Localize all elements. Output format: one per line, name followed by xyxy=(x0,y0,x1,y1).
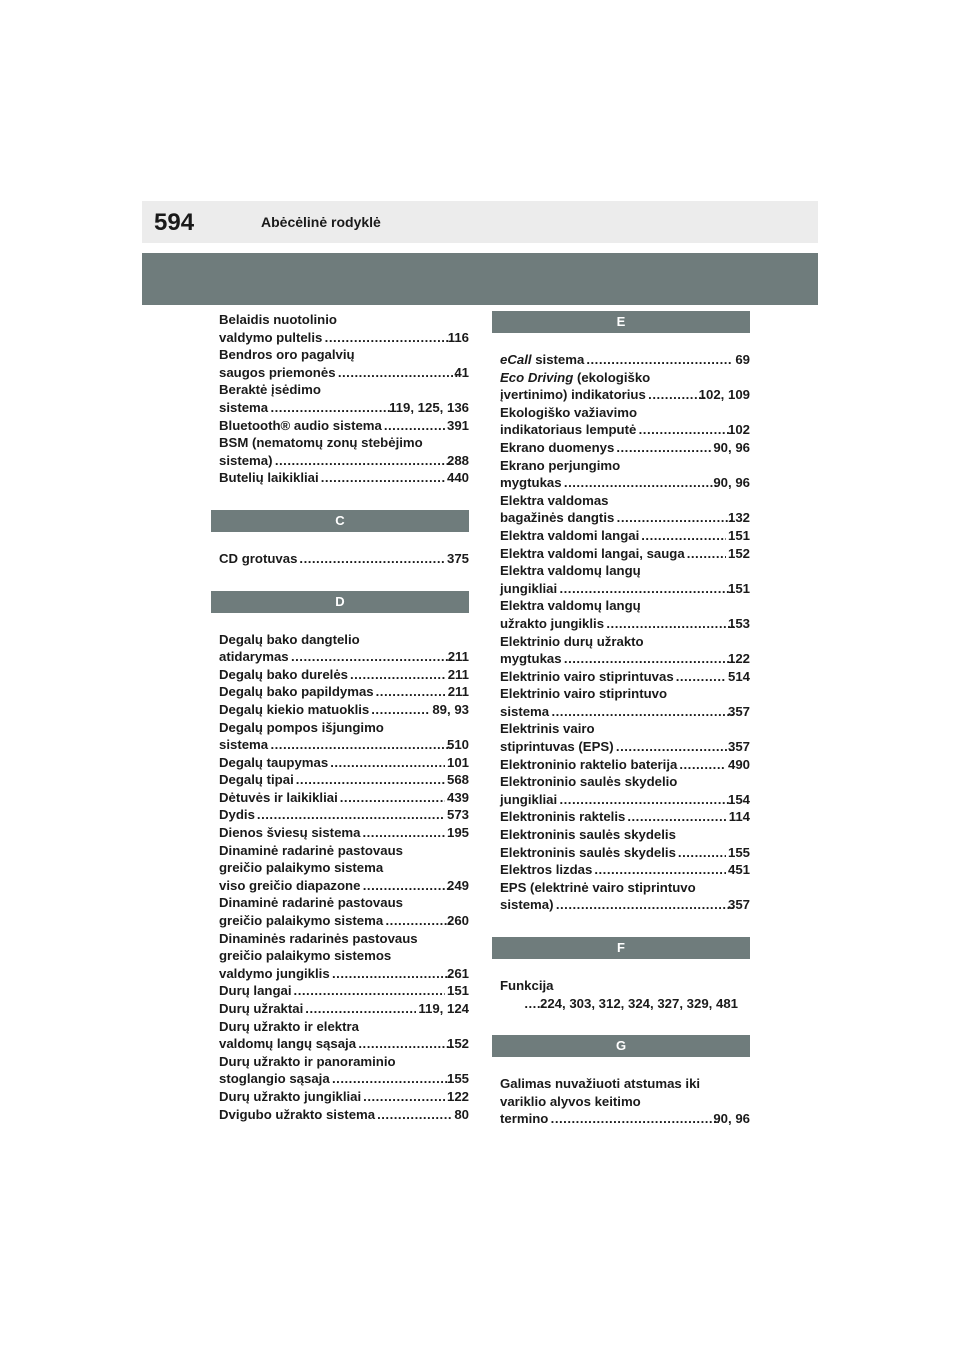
entry-leader-line xyxy=(500,861,750,879)
index-entry xyxy=(492,457,750,492)
entry-text: Elektra valdomi langai, sauga xyxy=(500,545,685,561)
entry-leader-line xyxy=(219,1106,469,1124)
entry-leader-line xyxy=(500,474,750,492)
page-reference: 152 xyxy=(727,545,750,561)
index-entry xyxy=(492,756,750,774)
page-header xyxy=(142,201,818,243)
header-band xyxy=(142,253,818,305)
index-entry xyxy=(211,1088,469,1106)
entry-text: jungikliai xyxy=(500,791,558,807)
entry-text: Degalų bako durelės xyxy=(219,666,348,682)
index-entry xyxy=(211,631,469,666)
entry-text xyxy=(500,351,584,369)
entry-line: BSM (nematomų zonų stebėjimo xyxy=(219,435,423,451)
entry-line: Elektrinis vairo xyxy=(500,721,595,737)
entry-line: Elektrinio durų užrakto xyxy=(500,633,644,649)
entry-leader-line xyxy=(219,965,469,983)
dot-leader xyxy=(330,754,445,772)
entry-line: Ekrano perjungimo xyxy=(500,457,621,473)
entry-text: Dėtuvės ir laikikliai xyxy=(219,789,338,805)
entry-line: Degalų pompos išjungimo xyxy=(219,719,384,735)
index-entry xyxy=(492,773,750,808)
dot-leader xyxy=(324,329,453,347)
index-entry xyxy=(211,666,469,684)
page-reference: 155 xyxy=(727,844,750,860)
page-reference: 195 xyxy=(446,825,469,841)
entry-leader-line xyxy=(500,703,750,721)
index-entry xyxy=(492,545,750,563)
entry-leader-line xyxy=(219,771,469,789)
index-entry xyxy=(492,369,750,404)
entry-line: Galimas nuvažiuoti atstumas iki xyxy=(500,1076,701,1092)
entry-text: įvertinimo) indikatorius xyxy=(500,387,646,403)
entry-leader-line xyxy=(219,982,469,1000)
dot-leader xyxy=(627,808,726,826)
index-entry xyxy=(492,685,750,720)
page-number: 594 xyxy=(154,209,195,236)
entry-text: jungikliai xyxy=(500,580,558,596)
entry-line: variklio alyvos keitimo xyxy=(500,1093,641,1109)
page-reference: 119, 124 xyxy=(418,1001,469,1016)
entry-leader-line xyxy=(500,995,750,1013)
entry-text: Butelių laikikliai xyxy=(219,470,319,486)
entry-text: viso greičio diapazone xyxy=(219,877,361,893)
index-entry xyxy=(492,1075,750,1128)
index-entry xyxy=(211,894,469,929)
page-reference: 211 xyxy=(447,684,469,700)
dot-leader xyxy=(616,738,734,756)
index-entry xyxy=(492,404,750,439)
index-entry xyxy=(211,1106,469,1124)
entry-leader-line xyxy=(500,668,750,686)
page-reference: 357 xyxy=(727,897,750,913)
index-entry xyxy=(211,930,469,983)
entry-line: Dinaminė radarinė pastovaus xyxy=(219,842,403,858)
entry-text: Degalų bako papildymas xyxy=(219,684,374,700)
entry-leader-line xyxy=(219,550,469,568)
page-reference: 391 xyxy=(446,417,469,433)
page-reference: 116 xyxy=(447,329,469,345)
section-letter-bar: F xyxy=(492,937,750,959)
entry-line: Elektra valdomas xyxy=(500,492,609,508)
entry-text: sistema xyxy=(500,703,550,719)
dot-leader xyxy=(641,527,726,545)
index-entry xyxy=(492,977,750,1012)
page-reference: 357 xyxy=(727,739,750,755)
entry-leader-line xyxy=(219,364,469,382)
entry-line: Beraktė įsėdimo xyxy=(219,382,321,398)
entry-text: greičio palaikymo sistema xyxy=(219,913,384,929)
index-entry xyxy=(211,719,469,754)
dot-leader xyxy=(687,545,726,563)
index-entry xyxy=(492,633,750,668)
dot-leader xyxy=(332,965,453,983)
entry-line: Dinaminės radarinės pastovaus xyxy=(219,930,418,946)
index-entry xyxy=(211,311,469,346)
entry-line: Elektroninio saulės skydelio xyxy=(500,774,678,790)
dot-leader xyxy=(299,550,445,568)
index-entry xyxy=(211,434,469,469)
index-entry xyxy=(211,1000,469,1018)
page-reference: 375 xyxy=(446,550,469,566)
dot-leader xyxy=(384,417,445,435)
entry-text: Dydis xyxy=(219,807,255,823)
dot-leader xyxy=(638,421,734,439)
entry-text: Elektroninis saulės skydelis xyxy=(500,844,676,860)
page-reference: 249 xyxy=(446,877,469,893)
index-entry xyxy=(492,844,750,862)
entry-text: Durų užraktai xyxy=(219,1001,304,1016)
page-reference: 69 xyxy=(735,352,750,367)
entry-line: Ekologiško važiavimo xyxy=(500,404,638,420)
entry-line: Dinaminė radarinė pastovaus xyxy=(219,895,403,911)
entry-leader-line xyxy=(219,1070,469,1088)
page-reference: 114 xyxy=(728,809,750,825)
page-reference: 102 xyxy=(727,422,750,438)
page-reference: 261 xyxy=(446,965,469,981)
dot-leader xyxy=(377,1106,452,1124)
entry-text: stiprintuvas (EPS) xyxy=(500,739,614,755)
entry-leader-line xyxy=(219,1088,469,1106)
page-reference: 152 xyxy=(446,1036,469,1052)
entry-leader-line xyxy=(500,808,750,826)
page-reference: 41 xyxy=(454,364,469,380)
entry-text: Elektroninio raktelio baterija xyxy=(500,756,678,772)
index-column-left xyxy=(211,311,469,1123)
page-reference: 154 xyxy=(727,791,750,807)
index-entry xyxy=(492,439,750,457)
entry-leader-line xyxy=(500,439,750,457)
page-reference: 90, 96 xyxy=(713,475,750,491)
entry-leader-line xyxy=(219,736,469,754)
section-letter-bar: D xyxy=(211,591,469,613)
page-reference: 153 xyxy=(727,615,750,631)
entry-line: Belaidis nuotolinio xyxy=(219,312,337,327)
entry-text: Dvigubo užrakto sistema xyxy=(219,1106,376,1122)
dot-leader xyxy=(371,701,430,719)
entry-text: valdymo pultelis xyxy=(219,329,323,345)
entry-text: termino xyxy=(500,1111,549,1127)
entry-leader-line xyxy=(500,1110,750,1128)
entry-leader-line xyxy=(219,877,469,895)
entry-leader-line xyxy=(219,648,469,666)
entry-text: bagažinės dangtis xyxy=(500,510,615,526)
entry-text: Durų užrakto jungikliai xyxy=(219,1088,362,1104)
entry-leader-line xyxy=(500,615,750,633)
entry-text: Elektros lizdas xyxy=(500,862,593,878)
entry-leader-line xyxy=(219,789,469,807)
dot-leader xyxy=(270,399,395,417)
entry-text: Elektra valdomi langai xyxy=(500,527,640,543)
dot-leader xyxy=(616,439,711,457)
page-reference: 573 xyxy=(446,807,469,823)
dot-leader xyxy=(648,386,705,404)
entry-text: Bluetooth® audio sistema xyxy=(219,417,382,433)
page-reference: 90, 96 xyxy=(713,439,750,455)
entry-line: Durų užrakto ir panoraminio xyxy=(219,1053,396,1069)
entry-line: greičio palaikymo sistema xyxy=(219,860,384,876)
entry-line: greičio palaikymo sistemos xyxy=(219,948,392,964)
dot-leader xyxy=(551,703,734,721)
index-entry xyxy=(211,683,469,701)
entry-text: sistema xyxy=(219,737,269,753)
index-entry xyxy=(211,982,469,1000)
index-entry xyxy=(211,771,469,789)
entry-line: EPS (elektrinė vairo stiprintuvo xyxy=(500,879,696,895)
entry-text: Degalų kiekio matuoklis xyxy=(219,701,370,717)
page-reference: 288 xyxy=(446,452,469,468)
entry-line: Funkcija xyxy=(500,978,554,993)
entry-text: mygtukas xyxy=(500,651,562,667)
dot-leader xyxy=(616,509,734,527)
dot-leader xyxy=(305,1000,416,1018)
page-reference: 122 xyxy=(727,651,750,667)
entry-text: CD grotuvas xyxy=(219,550,298,566)
index-entry xyxy=(492,527,750,545)
page-reference: 102, 109 xyxy=(698,387,750,403)
entry-line: Elektra valdomų langų xyxy=(500,598,641,614)
dot-leader xyxy=(556,896,734,914)
section-letter-bar: C xyxy=(211,510,469,532)
entry-leader-line xyxy=(500,421,750,439)
entry-leader-line xyxy=(219,912,469,930)
entry-line: Durų užrakto ir elektra xyxy=(219,1018,359,1034)
page-reference: 211 xyxy=(447,666,469,682)
entry-leader-line xyxy=(500,386,750,404)
page-reference: 151 xyxy=(727,527,750,543)
dot-leader xyxy=(332,1070,453,1088)
entry-italic-text: Eco Driving xyxy=(500,369,574,385)
dot-leader xyxy=(550,1110,719,1128)
dot-leader xyxy=(296,771,445,789)
entry-leader-line xyxy=(219,1000,469,1018)
entry-text: mygtukas xyxy=(500,475,562,491)
entry-line: Degalų bako dangtelio xyxy=(219,631,360,647)
index-entry xyxy=(211,789,469,807)
index-entry xyxy=(492,720,750,755)
entry-text: sistema) xyxy=(219,452,273,468)
index-entry xyxy=(492,808,750,826)
dot-leader xyxy=(275,452,453,470)
entry-text: indikatoriaus lemputė xyxy=(500,422,637,438)
entry-line: Elektroninis saulės skydelis xyxy=(500,827,676,843)
dot-leader xyxy=(676,668,726,686)
page-reference: 490 xyxy=(727,756,750,772)
index-column-right xyxy=(492,311,750,1128)
dot-leader xyxy=(270,736,453,754)
entry-leader-line xyxy=(500,527,750,545)
dot-leader xyxy=(559,791,734,809)
dot-leader xyxy=(362,824,445,842)
dot-leader xyxy=(376,683,446,701)
page-reference: 568 xyxy=(446,772,469,788)
entry-leader-line xyxy=(219,824,469,842)
entry-line xyxy=(500,369,750,387)
dot-leader xyxy=(294,982,445,1000)
entry-text: valdymo jungiklis xyxy=(219,965,330,981)
index-entry xyxy=(492,597,750,632)
index-entry xyxy=(211,1053,469,1088)
page-reference: 151 xyxy=(446,983,469,999)
entry-leader-line xyxy=(219,683,469,701)
page-reference: 510 xyxy=(446,737,469,753)
dot-leader xyxy=(321,469,445,487)
page-reference: 514 xyxy=(727,668,750,684)
entry-text: sistema xyxy=(219,399,269,415)
index-entry xyxy=(211,842,469,895)
entry-leader-line xyxy=(219,666,469,684)
entry-leader-line xyxy=(219,754,469,772)
page-reference: 119, 125, 136 xyxy=(389,399,469,415)
entry-leader-line xyxy=(500,351,750,369)
entry-leader-line xyxy=(500,738,750,756)
entry-leader-line xyxy=(219,701,469,719)
dot-leader xyxy=(338,364,461,382)
page-reference: 89, 93 xyxy=(432,701,469,717)
entry-leader-line xyxy=(219,1035,469,1053)
index-entry xyxy=(211,824,469,842)
page-reference: 211 xyxy=(447,649,469,665)
entry-text: Elektroninis raktelis xyxy=(500,809,626,825)
entry-text: (ekologiško xyxy=(573,369,651,385)
dot-leader xyxy=(257,806,445,824)
dot-leader xyxy=(594,861,726,879)
dot-leader xyxy=(586,351,733,369)
entry-text: saugos priemonės xyxy=(219,364,336,380)
entry-text: Dienos šviesų sistema xyxy=(219,825,361,841)
entry-text: užrakto jungiklis xyxy=(500,615,605,631)
page-reference: 155 xyxy=(446,1071,469,1087)
dot-leader xyxy=(385,912,453,930)
dot-leader xyxy=(358,1035,453,1053)
index-entry xyxy=(492,826,750,844)
entry-text: valdomų langų sąsaja xyxy=(219,1036,357,1052)
entry-leader-line xyxy=(219,417,469,435)
entry-text: Degalų tipai xyxy=(219,772,294,788)
entry-leader-line xyxy=(500,896,750,914)
page-reference: 357 xyxy=(727,703,750,719)
dot-leader xyxy=(606,615,734,633)
index-entry xyxy=(492,668,750,686)
entry-line: Elektra valdomų langų xyxy=(500,563,641,579)
index-entry xyxy=(492,879,750,914)
page-reference: 224, 303, 312, 324, 327, 329, 481 xyxy=(540,995,738,1011)
page-title: Abėcėlinė rodyklė xyxy=(261,214,381,230)
entry-leader-line xyxy=(500,756,750,774)
page-reference: 151 xyxy=(727,580,750,596)
entry-leader-line xyxy=(219,469,469,487)
dot-leader xyxy=(350,666,446,684)
index-entry xyxy=(211,1018,469,1053)
index-entry xyxy=(211,381,469,416)
page-reference: 90, 96 xyxy=(713,1111,750,1127)
entry-leader-line xyxy=(500,791,750,809)
dot-leader xyxy=(291,648,454,666)
section-letter-bar: G xyxy=(492,1035,750,1057)
section-letter-bar: E xyxy=(492,311,750,333)
dot-leader xyxy=(559,580,734,598)
entry-text: Ekrano duomenys xyxy=(500,439,615,455)
index-entry xyxy=(211,346,469,381)
entry-leader-line xyxy=(500,545,750,563)
dot-leader xyxy=(340,789,445,807)
entry-text: stoglangio sąsaja xyxy=(219,1071,330,1087)
page-reference: 122 xyxy=(446,1088,469,1104)
index-entry xyxy=(492,492,750,527)
dot-leader xyxy=(564,474,720,492)
index-entry xyxy=(492,562,750,597)
entry-text: atidarymas xyxy=(219,649,289,665)
index-entry xyxy=(211,550,469,568)
dot-leader xyxy=(362,877,453,895)
page-reference: 451 xyxy=(727,862,750,878)
entry-leader-line xyxy=(219,806,469,824)
dot-leader xyxy=(678,844,726,862)
entry-leader-line xyxy=(500,844,750,862)
page-reference: 80 xyxy=(454,1106,469,1122)
page-reference: 440 xyxy=(446,470,469,486)
index-entry xyxy=(211,701,469,719)
entry-text: Elektrinio vairo stiprintuvas xyxy=(500,668,674,684)
index-entry xyxy=(211,754,469,772)
index-entry xyxy=(211,417,469,435)
index-entry xyxy=(211,806,469,824)
page-reference: 439 xyxy=(446,789,469,805)
index-entry xyxy=(492,861,750,879)
dot-leader xyxy=(363,1088,445,1106)
page-reference: 101 xyxy=(446,754,469,770)
entry-line: Bendros oro pagalvių xyxy=(219,347,355,363)
page-reference: 260 xyxy=(446,913,469,929)
entry-leader-line xyxy=(219,452,469,470)
entry-leader-line xyxy=(500,650,750,668)
index-entry xyxy=(211,469,469,487)
entry-text: sistema) xyxy=(500,897,554,913)
entry-line: Elektrinio vairo stiprintuvo xyxy=(500,686,668,702)
index-entry xyxy=(492,351,750,369)
entry-leader-line xyxy=(219,399,469,417)
entry-text: Degalų taupymas xyxy=(219,754,329,770)
entry-text: Durų langai xyxy=(219,983,292,999)
entry-italic-text: eCall xyxy=(500,352,532,367)
entry-text-rest: sistema xyxy=(531,352,585,367)
entry-leader-line xyxy=(500,509,750,527)
page-reference: 132 xyxy=(727,510,750,526)
entry-leader-line xyxy=(500,580,750,598)
entry-leader-line xyxy=(219,329,469,347)
dot-leader xyxy=(564,650,734,668)
dot-leader xyxy=(679,756,726,774)
